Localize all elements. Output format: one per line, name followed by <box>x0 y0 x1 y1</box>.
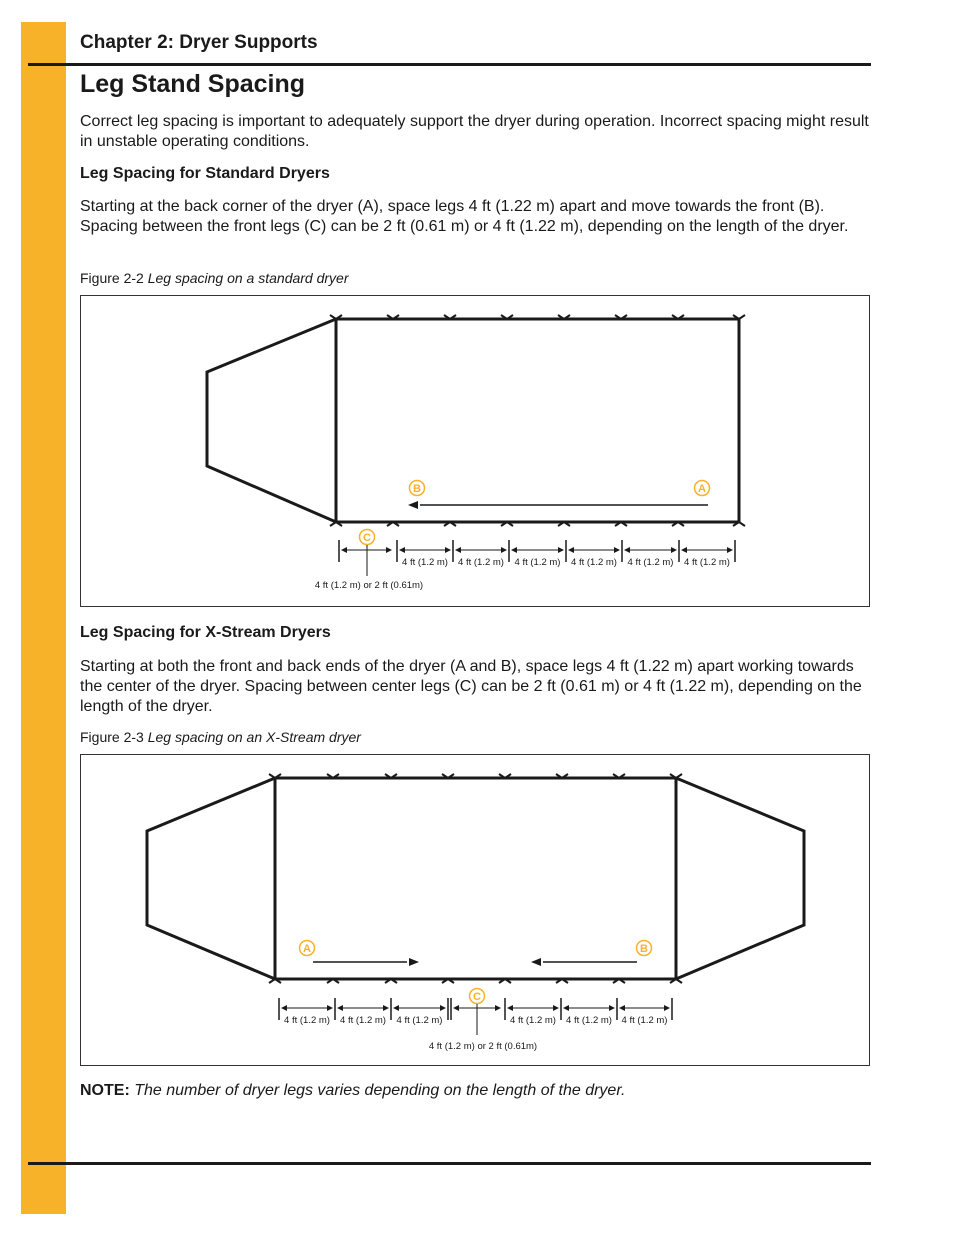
accent-side-bar <box>21 22 66 1214</box>
dimension-arrow <box>393 1005 399 1011</box>
note-text: The number of dryer legs varies depending on the length of the dryer. <box>134 1082 626 1099</box>
dimension-arrow <box>568 547 574 553</box>
marker-label-a: A <box>698 483 706 495</box>
marker-label-c: C <box>363 532 371 544</box>
dimension-label: 4 ft (1.2 m) <box>621 1015 668 1026</box>
front-spacing-label: 4 ft (1.2 m) or 2 ft (0.61m) <box>314 580 424 591</box>
dimension-label: 4 ft (1.2 m) <box>340 1015 386 1026</box>
standard-dryer-diagram <box>81 296 869 606</box>
dimension-arrow <box>341 547 347 553</box>
dimension-arrow <box>453 1005 459 1011</box>
dimension-arrow <box>495 1005 501 1011</box>
arrowhead <box>531 958 541 966</box>
figure-label: Figure 2-2 <box>80 270 144 286</box>
dimension-arrow <box>727 547 733 553</box>
dimension-arrow <box>399 547 405 553</box>
dimension-label: 4 ft (1.2 m) <box>571 557 617 568</box>
xstream-dryer-diagram <box>81 755 869 1065</box>
dimension-arrow <box>440 1005 446 1011</box>
footer-rule <box>28 1162 871 1165</box>
header-rule <box>28 63 871 66</box>
note <box>80 1082 626 1100</box>
dimension-label: 4 ft (1.2 m) <box>510 1015 556 1026</box>
dimension-arrow <box>445 547 451 553</box>
marker-label-a: A <box>303 943 311 955</box>
dimension-label: 4 ft (1.2 m) <box>402 557 448 568</box>
dimension-arrow <box>383 1005 389 1011</box>
dimension-arrow <box>553 1005 559 1011</box>
figure-label: Figure 2-3 <box>80 729 144 745</box>
dimension-arrow <box>501 547 507 553</box>
figure-2-2 <box>80 295 870 607</box>
figure-caption-text: Leg spacing on an X-Stream dryer <box>147 729 361 745</box>
dimension-arrow <box>614 547 620 553</box>
dryer-body <box>336 319 739 522</box>
dimension-arrow <box>619 1005 625 1011</box>
page-title: Leg Stand Spacing <box>80 70 306 98</box>
figure-2-2-caption <box>80 270 349 286</box>
dimension-arrow <box>563 1005 569 1011</box>
dryer-front-hopper <box>207 319 336 522</box>
dimension-label: 4 ft (1.2 m) <box>684 557 730 568</box>
dimension-arrow <box>511 547 517 553</box>
marker-label-c: C <box>473 991 481 1003</box>
intro-paragraph: Correct leg spacing is important to adequately support the dryer during operation. Incorrect spacing might result in unstable operating conditions. <box>80 113 869 150</box>
dimension-label: 4 ft (1.2 m) <box>396 1015 443 1026</box>
marker-label-b: B <box>640 943 648 955</box>
arrowhead <box>408 501 418 509</box>
arrowhead <box>409 958 419 966</box>
dimension-label: 4 ft (1.2 m) <box>284 1015 330 1026</box>
note-label: NOTE: <box>80 1082 130 1099</box>
dimension-arrow <box>671 547 677 553</box>
figure-2-3 <box>80 754 870 1066</box>
dimension-arrow <box>386 547 392 553</box>
marker-label-b: B <box>413 483 421 495</box>
dryer-front-hopper <box>147 778 275 979</box>
dimension-arrow <box>558 547 564 553</box>
dimension-arrow <box>507 1005 513 1011</box>
dimension-arrow <box>624 547 630 553</box>
xstream-heading: Leg Spacing for X-Stream Dryers <box>80 624 331 641</box>
dimension-arrow <box>609 1005 615 1011</box>
chapter-header: Chapter 2: Dryer Supports <box>80 32 318 53</box>
dryer-back-hopper <box>676 778 804 979</box>
dryer-body <box>275 778 676 979</box>
dimension-label: 4 ft (1.2 m) <box>514 557 561 568</box>
dimension-label: 4 ft (1.2 m) <box>627 557 674 568</box>
figure-caption-text: Leg spacing on a standard dryer <box>147 270 349 286</box>
center-spacing-label: 4 ft (1.2 m) or 2 ft (0.61m) <box>428 1041 538 1052</box>
figure-2-3-caption <box>80 729 361 745</box>
dimension-label: 4 ft (1.2 m) <box>566 1015 612 1026</box>
standard-paragraph: Starting at the back corner of the dryer (A), space legs 4 ft (1.22 m) apart and move towards the front (B). Spacing between the front legs (C) can be 2 ft (0.61 m) or 4 ft (1.22 m), depending on the length of the dryer. <box>80 198 849 235</box>
dimension-arrow <box>455 547 461 553</box>
dimension-label: 4 ft (1.2 m) <box>458 557 504 568</box>
dimension-arrow <box>281 1005 287 1011</box>
dimension-arrow <box>337 1005 343 1011</box>
dimension-arrow <box>664 1005 670 1011</box>
dimension-arrow <box>681 547 687 553</box>
xstream-paragraph: Starting at both the front and back ends of the dryer (A and B), space legs 4 ft (1.22 m) apart working towards the center of the dryer. Spacing between center legs (C) can be 2 ft (0.61 m) or 4 ft (1.22 m), depending on the length of the dryer. <box>80 658 862 715</box>
standard-heading: Leg Spacing for Standard Dryers <box>80 165 330 182</box>
dimension-arrow <box>327 1005 333 1011</box>
